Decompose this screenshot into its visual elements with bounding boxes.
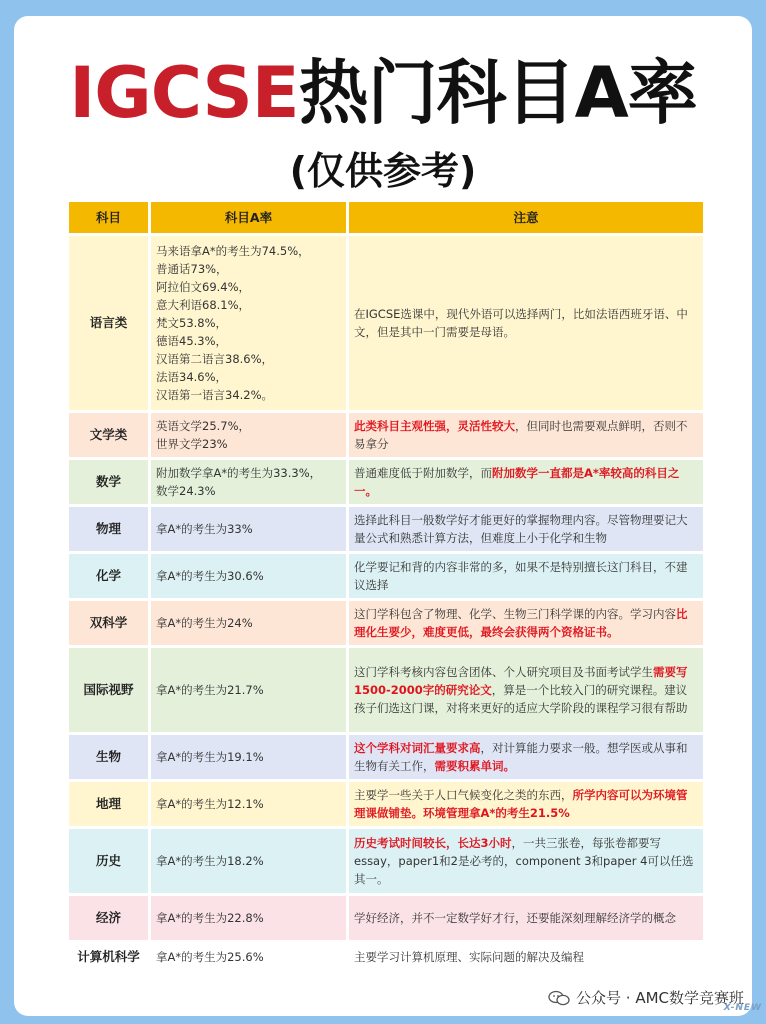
page-title — [0, 50, 766, 136]
note-text: 选择此科目一般数学好才能更好的掌握物理内容。尽管物理要记大量公式和熟悉计算方法，但难度上小于化学和生物 — [354, 513, 688, 545]
rate-cell — [151, 507, 346, 551]
table-row — [69, 829, 703, 893]
rate-cell — [151, 236, 346, 410]
rate-line: 世界文学23% — [156, 437, 228, 451]
note-text: ，一共三张卷，每张卷都要写essay，paper1和2是必考的，component 3和paper 4可以任选其一。 — [354, 836, 694, 886]
rate-line: 德语45.3%， — [156, 334, 228, 348]
table-row — [69, 554, 703, 598]
note-text: 主要学习计算机原理、实际问题的解决及编程 — [354, 950, 584, 964]
note-cell — [349, 943, 703, 971]
subjects-table — [66, 199, 706, 974]
note-highlight: 所学内容可以为环境管理课做铺垫。环境管理拿A*的考生21.5% — [354, 788, 688, 820]
subject-cell: 物理 — [69, 507, 148, 551]
table-row — [69, 601, 703, 645]
subject-cell: 国际视野 — [69, 648, 148, 732]
table-row — [69, 648, 703, 732]
note-text: 普通难度低于附加数学，而 — [354, 466, 492, 480]
rate-line: 拿A*的考生为22.8% — [156, 911, 264, 925]
rate-cell — [151, 735, 346, 779]
rate-line: 附加数学拿A*的考生为33.3%， — [156, 466, 322, 480]
watermark-text: 公众号 · AMC数学竞赛班 — [576, 989, 744, 1007]
rate-line: 拿A*的考生为18.2% — [156, 854, 264, 868]
title-prefix: IGCSE — [69, 52, 299, 134]
subject-cell: 双科学 — [69, 601, 148, 645]
rate-line: 拿A*的考生为33% — [156, 522, 253, 536]
subject-cell: 生物 — [69, 735, 148, 779]
corner-brand: X-NEW — [723, 1003, 762, 1013]
rate-cell — [151, 554, 346, 598]
rate-line: 拿A*的考生为19.1% — [156, 750, 264, 764]
note-highlight: 这个学科对词汇量要求高 — [354, 741, 481, 755]
rate-line: 拿A*的考生为30.6% — [156, 569, 264, 583]
table-row — [69, 413, 703, 457]
subject-cell: 经济 — [69, 896, 148, 940]
note-cell — [349, 735, 703, 779]
subject-cell: 化学 — [69, 554, 148, 598]
note-cell — [349, 236, 703, 410]
note-cell — [349, 554, 703, 598]
note-cell — [349, 413, 703, 457]
note-highlight: 需要写1500-2000字的研究论文 — [354, 665, 688, 697]
table-row — [69, 735, 703, 779]
note-text: 化学要记和背的内容非常的多，如果不是特别擅长这门科目，不建议选择 — [354, 560, 688, 592]
rate-line: 拿A*的考生为25.6% — [156, 950, 264, 964]
note-cell — [349, 507, 703, 551]
table-row — [69, 507, 703, 551]
watermark — [548, 987, 744, 1008]
rate-line: 汉语第一语言34.2%。 — [156, 388, 274, 402]
note-highlight: 附加数学一直都是A*率较高的科目之一。 — [354, 466, 680, 498]
subject-cell: 地理 — [69, 782, 148, 826]
rate-line: 数学24.3% — [156, 484, 216, 498]
rate-cell — [151, 896, 346, 940]
rate-cell — [151, 413, 346, 457]
table-row — [69, 460, 703, 504]
note-cell — [349, 782, 703, 826]
rate-line: 阿拉伯文69.4%， — [156, 280, 251, 294]
note-text: ，算是一个比较入门的研究课程。建议孩子们选这门课，对将来更好的适应大学阶段的课程学习很有帮助 — [354, 683, 688, 715]
subject-cell: 数学 — [69, 460, 148, 504]
note-highlight: 历史考试时间较长，长达3小时 — [354, 836, 512, 850]
column-header-rate: 科目A率 — [151, 202, 346, 233]
rate-line: 法语34.6%， — [156, 370, 228, 384]
table-header-row — [69, 202, 703, 233]
note-text: 主要学一些关于人口气候变化之类的东西， — [354, 788, 573, 802]
rate-line: 拿A*的考生为12.1% — [156, 797, 264, 811]
column-header-note: 注意 — [349, 202, 703, 233]
rate-line: 拿A*的考生为21.7% — [156, 683, 264, 697]
page-subtitle: (仅供参考) — [289, 149, 477, 193]
note-highlight: 比理化生要少，难度更低，最终会获得两个资格证书。 — [354, 607, 688, 639]
rate-cell — [151, 829, 346, 893]
note-text: 这门学科包含了物理、化学、生物三门科学课的内容。学习内容 — [354, 607, 676, 621]
title-rest: 热门科目A率 — [298, 52, 697, 134]
rate-line: 梵文53.8%， — [156, 316, 228, 330]
subject-cell: 计算机科学 — [69, 943, 148, 971]
note-text: ，对计算能力要求一般。想学医或从事和生物有关工作， — [354, 741, 688, 773]
note-text: ，但同时也需要观点鲜明，否则不易拿分 — [354, 419, 688, 451]
subject-cell: 文学类 — [69, 413, 148, 457]
note-text: 在IGCSE选课中，现代外语可以选择两门，比如法语西班牙语、中文，但是其中一门需要是母语。 — [354, 307, 688, 339]
subject-cell: 历史 — [69, 829, 148, 893]
rate-line: 英语文学25.7%， — [156, 419, 251, 433]
note-text: 学好经济，并不一定数学好才行，还要能深刻理解经济学的概念 — [354, 911, 676, 925]
column-header-subject: 科目 — [69, 202, 148, 233]
note-highlight: 此类科目主观性强，灵活性较大 — [354, 419, 515, 433]
rate-line: 马来语拿A*的考生为74.5%， — [156, 244, 310, 258]
rate-cell — [151, 943, 346, 971]
note-cell — [349, 829, 703, 893]
rate-cell — [151, 782, 346, 826]
note-cell — [349, 648, 703, 732]
rate-line: 意大利语68.1%， — [156, 298, 251, 312]
subject-cell: 语言类 — [69, 236, 148, 410]
table-row — [69, 943, 703, 971]
note-cell — [349, 896, 703, 940]
table-row — [69, 782, 703, 826]
note-cell — [349, 601, 703, 645]
note-highlight: 需要积累单词。 — [434, 759, 515, 773]
wechat-icon — [548, 990, 570, 1006]
rate-line: 汉语第二语言38.6%， — [156, 352, 274, 366]
table-row — [69, 236, 703, 410]
rate-line: 拿A*的考生为24% — [156, 616, 253, 630]
note-cell — [349, 460, 703, 504]
rate-cell — [151, 460, 346, 504]
rate-cell — [151, 648, 346, 732]
note-text: 这门学科考核内容包含团体、个人研究项目及书面考试学生 — [354, 665, 653, 679]
rate-line: 普通话73%， — [156, 262, 228, 276]
table-row — [69, 896, 703, 940]
rate-cell — [151, 601, 346, 645]
